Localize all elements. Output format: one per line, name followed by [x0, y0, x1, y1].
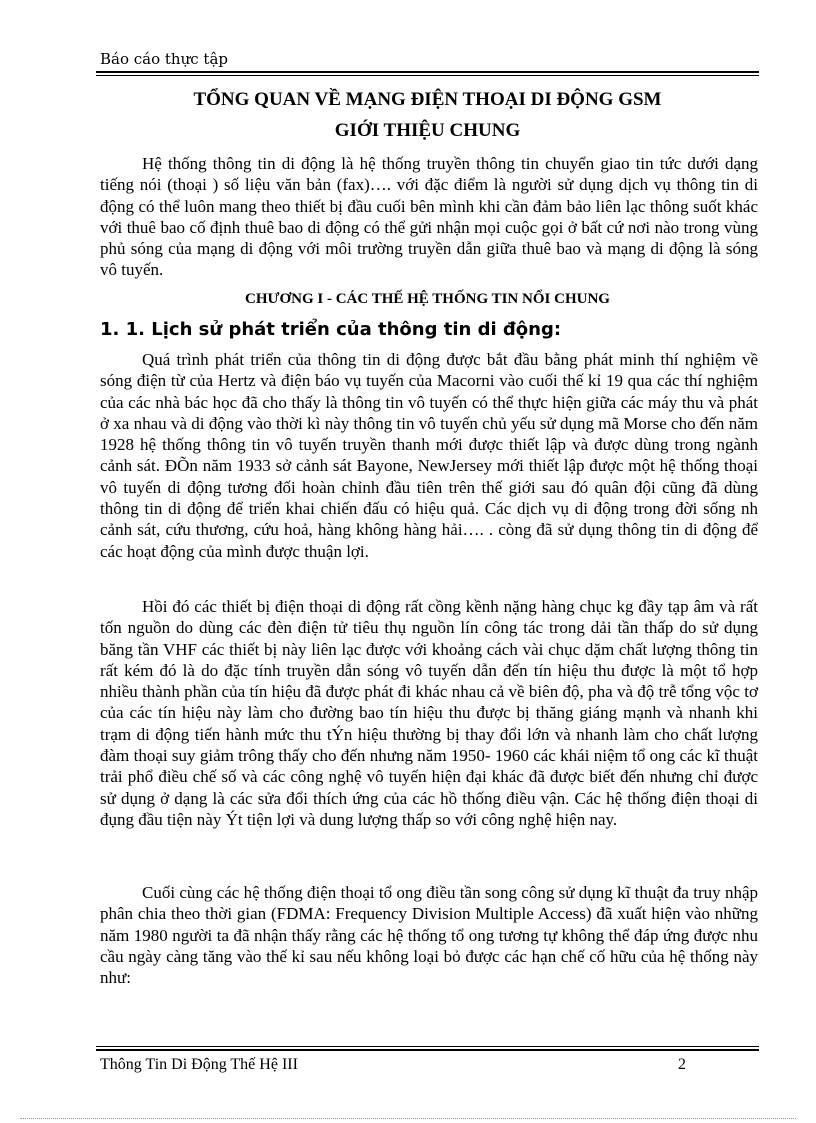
running-header: Báo cáo thực tập: [100, 50, 228, 68]
header-rule-thin: [96, 75, 759, 76]
footer-rule-thick: [96, 1049, 759, 1051]
chapter-heading: CHƯƠNG I - CÁC THẾ HỆ THỐNG TIN NỔI CHUNG: [245, 291, 610, 307]
header-rule-thick: [96, 71, 759, 73]
document-title: TỔNG QUAN VỀ MẠNG ĐIỆN THOẠI DI ĐỘNG GSM: [193, 89, 662, 110]
body-paragraph-3: Cuối cùng các hệ thống điện thoại tổ ong điều tần song công sử dụng kĩ thuật đa truy nhập phân chia theo thời gian (FDMA: Frequency Division Multiple Access) đã xuất hiện vào những năm 1980 người ta đã nhận thấy rằng các hệ thống tổ ong tương tự không thể đáp ứng được nhu cầu ngày càng tăng vào thế kỉ sau nếu không loại bỏ được các hạn chế cố hữu của hệ thống này như:: [100, 883, 758, 988]
intro-paragraph: Hệ thống thông tin di động là hệ thống truyền thông tin chuyển giao tin tức dưới dạng tiếng nói (thoại ) số liệu văn bản (fax)…. với đặc điểm là người sử dụng dịch vụ thông tin di động có thể luôn mang theo thiết bị đầu cuối bên mình khi cần đảm bảo liên lạc thông suốt khác với thuê bao cố định thuê bao di động có thể gửi nhận mọi cuộc gọi ở bất cứ nơi nào trong vùng phủ sóng của mạng di động với môi trường truyền dẫn giữa thuê bao và mạng di động là sóng vô tuyến.: [100, 154, 758, 280]
body-paragraph-1: Quá trình phát triển của thông tin di động được bắt đầu bằng phát minh thí nghiệm về sóng điện từ của Hertz và điện báo vụ tuyến của Macorni vào cuối thế kỉ 19 qua các thí nghiệm của các nhà bác học đã cho thấy là thông tin vô tuyến có thể thực hiện giữa các máy thu và phát ở xa nhau và di động vào thời kì này thông tin vô tuyến chủ yếu sử dụng mã Morse cho đến năm 1928 hệ thống thông tin vô tuyến truyền thanh mới được thiết lập và được dùng trong ngành cảnh sát. ĐÕn năm 1933 sở cảnh sát Bayone, NewJersey mới thiết lập được một hệ thống thoại vô tuyến di động tương đối hoàn chỉnh đầu tiên trên thế giới sau đó quân đội cũng đã dùng thông tin di động để triển khai chiến đấu có hiệu quả. Các dịch vụ di động trong đời sống nh cảnh sát, cứu thương, cứu hoả, hàng không hàng hải…. . còng đã sử dụng thông tin di động để các hoạt động của mình được thuận lợi.: [100, 350, 758, 561]
page-edge-dotted-line: [20, 1118, 796, 1119]
page-number: 2: [678, 1056, 686, 1073]
section-heading: 1. 1. Lịch sử phát triển của thông tin di động:: [100, 319, 562, 340]
body-paragraph-2: Hồi đó các thiết bị điện thoại di động rất cồng kềnh nặng hàng chục kg đầy tạp âm và rất tốn nguồn do dùng các đèn điện tử tiêu thụ nguồn lín công tác trong dải tần thấp do sử dụng băng tần VHF các thiết bị này liên lạc được với khoảng cách vài chục dặm chất lượng thông tin rất kém đó là do đặc tính truyền dẫn sóng vô tuyến dẫn đến tín hiệu thu được là một tổ hợp nhiều thành phần của tín hiệu đã được phát đi khác nhau cả về biên độ, pha và độ trễ tổng vộc tơ của các tín hiệu này làm cho đường bao tín hiệu thu được bị thăng giáng mạnh và nhanh khi trạm di động tiến hành mức thu tÝn hiệu thường bị thay đổi lớn và nhanh làm cho chất lượng đàm thoại suy giảm trông thấy cho đến nhưng năm 1950- 1960 các khái niệm tổ ong các kĩ thuật trải phổ điều chế số và các công nghệ vô tuyến hiện đại khác đã được biết đến nhưng chỉ được sử dụng ở dạng là các sửa đổi thích ứng của các hồ thống điều vận. Các hệ thống điện thoại di đụng đầu tiện này Ýt tiện lợi và dung lượng thấp so với công nghệ hiện nay.: [100, 597, 758, 829]
footer-rule-thin: [96, 1046, 759, 1047]
document-subtitle: GIỚI THIỆU CHUNG: [334, 120, 521, 141]
footer-title: Thông Tin Di Động Thế Hệ III: [100, 1056, 298, 1073]
